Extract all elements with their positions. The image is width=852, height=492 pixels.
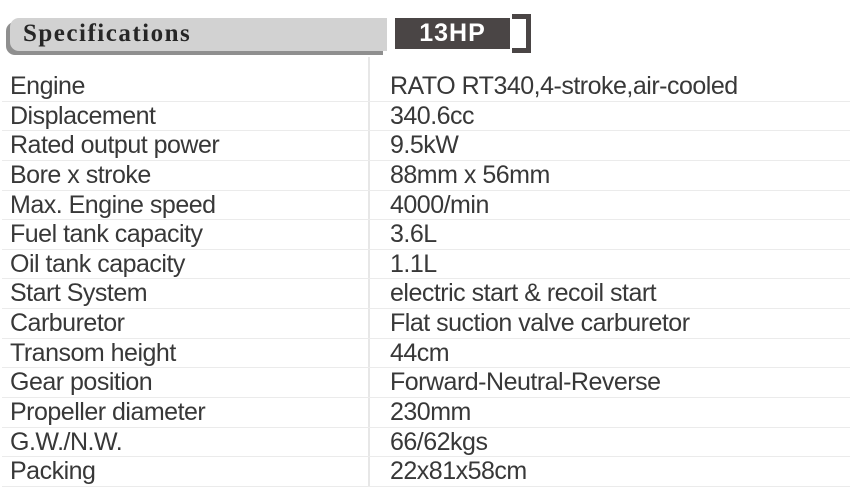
spec-label: Rated output power bbox=[10, 131, 220, 160]
spec-value: 230mm bbox=[368, 398, 850, 427]
table-row bbox=[2, 191, 850, 221]
spec-label: Gear position bbox=[10, 368, 153, 397]
spec-label: Packing bbox=[10, 457, 96, 486]
spec-value: 66/62kgs bbox=[368, 428, 850, 457]
table-row bbox=[2, 161, 850, 191]
spec-label: Engine bbox=[10, 72, 85, 100]
table-row bbox=[2, 220, 850, 250]
spec-label: Displacement bbox=[10, 101, 156, 130]
table-row bbox=[2, 279, 850, 309]
table-row bbox=[2, 368, 850, 398]
table-row bbox=[2, 428, 850, 458]
spec-value: 1.1L bbox=[368, 250, 850, 279]
table-row bbox=[2, 457, 850, 487]
spec-value: 340.6cc bbox=[368, 102, 850, 131]
horsepower-badge bbox=[395, 18, 510, 49]
table-top-spacer bbox=[2, 57, 850, 72]
table-row bbox=[2, 339, 850, 369]
specifications-title: Specifications bbox=[23, 20, 192, 47]
bracket-icon bbox=[512, 14, 531, 53]
specifications-header-bar bbox=[10, 18, 387, 51]
table-row bbox=[2, 72, 850, 102]
horsepower-badge-label: 13HP bbox=[419, 18, 486, 47]
spec-value: 9.5kW bbox=[368, 131, 850, 160]
spec-value: RATO RT340,4-stroke,air-cooled bbox=[368, 72, 850, 101]
spec-label: G.W./N.W. bbox=[10, 427, 123, 456]
spec-label: Carburetor bbox=[10, 309, 125, 338]
spec-value: 3.6L bbox=[368, 220, 850, 249]
table-row bbox=[2, 102, 850, 132]
table-row bbox=[2, 309, 850, 339]
table-row bbox=[2, 250, 850, 280]
spec-value: 4000/min bbox=[368, 191, 850, 220]
spec-value: electric start & recoil start bbox=[368, 279, 850, 308]
spec-label: Bore x stroke bbox=[10, 160, 151, 189]
spec-label: Fuel tank capacity bbox=[10, 220, 203, 249]
spec-label: Propeller diameter bbox=[10, 398, 206, 427]
spec-label: Start System bbox=[10, 279, 148, 308]
spec-value: 22x81x58cm bbox=[368, 457, 850, 486]
spec-label: Oil tank capacity bbox=[10, 249, 185, 278]
spec-label: Transom height bbox=[10, 338, 176, 367]
spec-value: 44cm bbox=[368, 339, 850, 368]
specifications-table bbox=[2, 57, 850, 487]
table-row bbox=[2, 398, 850, 428]
spec-value: Flat suction valve carburetor bbox=[368, 309, 850, 338]
spec-value: 88mm x 56mm bbox=[368, 161, 850, 190]
spec-label: Max. Engine speed bbox=[10, 190, 216, 219]
table-row bbox=[2, 131, 850, 161]
spec-value: Forward-Neutral-Reverse bbox=[368, 368, 850, 397]
